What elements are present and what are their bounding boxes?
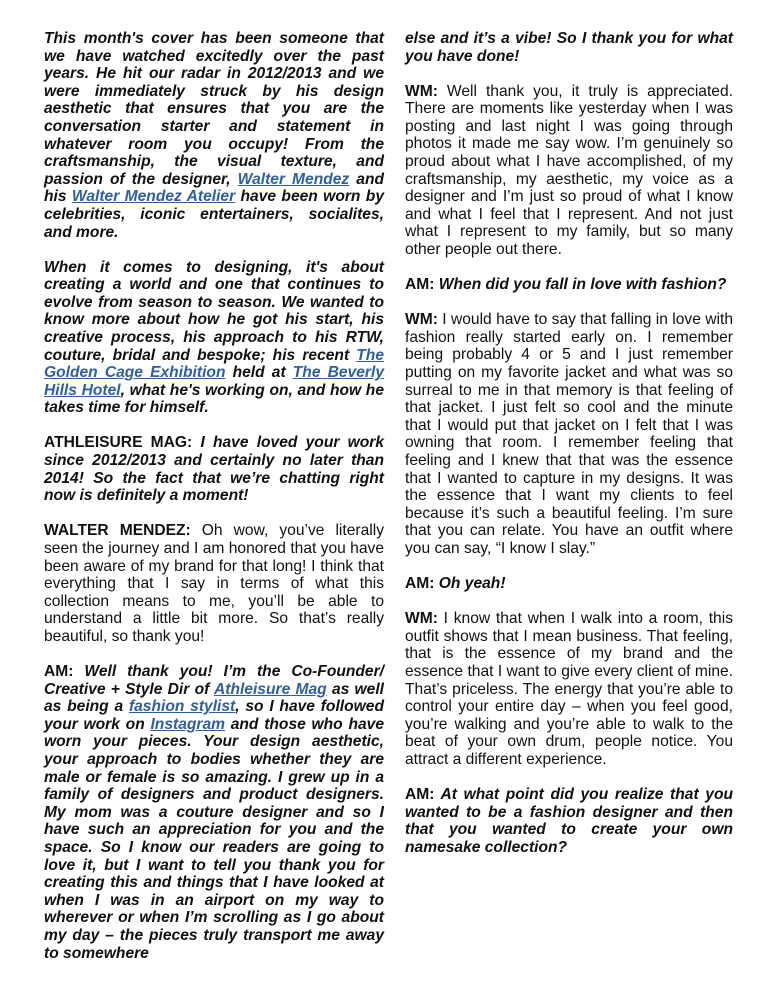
answer-3-text: I would have to say that falling in love with fashion really started early on. I remember being probably 4 or 5 and I just remember putting on my favorite jacket and what was so surreal to me in that memory is that feeling of that jacket. I just felt so cool and the minute that I would put that jacket on I felt that I was owning that room. I remember feeling that feeling and I knew that that was the essence that I wanted to capture in my designs. It was the essence that I want my clients to feel because it’s such a beautiful feeling. I’m sure that you can relate. You have an outfit where you can say, “I know I slay.”: [405, 311, 733, 557]
instagram-link[interactable]: Instagram: [150, 715, 225, 733]
speaker-label: AM:: [405, 785, 435, 803]
question-5: [405, 786, 733, 856]
question-5-text: At what point did you realize that you wanted to be a fashion designer and then that you wanted to create your own namesake collection?: [405, 785, 733, 856]
question-4: [405, 575, 733, 593]
speaker-label: WM:: [405, 82, 438, 100]
intro2-text-3: , what he's working on, and how he takes time for himself.: [44, 381, 384, 417]
beverly-hills-hotel-link[interactable]: The Beverly Hills Hotel: [44, 364, 384, 399]
question-2-text-4: and those who have worn your pieces. Your design aesthetic, your approach to bodies whether they are male or female is so amazing. I grew up in a family of designers and product designers. My mom was a couture designer and so I have such an appreciation for you and the space. So I know our readers are going to love it, but I want to tell you thank you for creating this and things that I have looked at when I was in an airport on my way to wherever or when I’m scrolling as I go about my day – the pieces truly transport me away to somewhere: [44, 715, 384, 962]
athleisure-mag-link[interactable]: Athleisure Mag: [213, 680, 327, 698]
golden-cage-exhibition-link[interactable]: The Golden Cage Exhibition: [44, 346, 384, 382]
question-2-text-1: Well thank you! I’m the Co-Founder/ Creative + Style Dir of: [44, 663, 384, 698]
speaker-label: WM:: [405, 311, 438, 329]
walter-mendez-atelier-link[interactable]: Walter Mendez Atelier: [71, 188, 236, 206]
intro-paragraph-2: [44, 259, 384, 417]
intro1-text-1: This month's cover has been someone that we have watched excitedly over the past years. He hit our radar in 2012/2013 and we were immediately struck by his design aesthetic that ensures that you are the conversation starter and statement in whatever room you occupy! From the craftsmanship, the visual texture, and passion of the designer,: [44, 30, 384, 188]
speaker-label: AM:: [405, 575, 435, 593]
question-2-text-3: , so I have followed your work on: [44, 698, 384, 733]
speaker-label: ATHLEISURE MAG:: [44, 434, 193, 452]
answer-4: [405, 610, 733, 768]
walter-mendez-link[interactable]: Walter Mendez: [237, 170, 350, 188]
question-2-continued-text: else and it’s a vibe! So I thank you for what you have done!: [405, 30, 733, 65]
speaker-label: AM:: [405, 276, 435, 294]
answer-3: [405, 311, 733, 557]
answer-1: [44, 522, 384, 645]
question-3: [405, 276, 733, 294]
fashion-stylist-link[interactable]: fashion stylist: [128, 698, 236, 716]
question-2: [44, 663, 384, 962]
answer-2: [405, 83, 733, 259]
question-1-text: I have loved your work since 2012/2013 and certainly no later than 2014! So the fact that we’re chatting right now is definitely a moment!: [44, 434, 384, 505]
right-column: [405, 30, 733, 874]
speaker-label: WM:: [405, 610, 438, 628]
answer-2-text: Well thank you, it truly is appreciated. There are moments like yesterday when I was posting and last night I was going through photos it made me say wow. I’m genuinely so proud about what I have accomplished, of my craftsmanship, my aesthetic, my voice as a designer and I’m just so proud of what I know and what I feel that I represent. And not just what I represent to my family, but so many other people out there.: [405, 82, 733, 259]
answer-1-text: Oh wow, you’ve literally seen the journey and I am honored that you have been aware of my brand for that long! I think that everything that I say in terms of what this collection means to me, you’ll be able to understand a little bit more. So that’s really beautiful, so thank you!: [44, 522, 384, 645]
question-3-text: When did you fall in love with fashion?: [434, 276, 727, 294]
question-2-continued: [405, 30, 733, 65]
intro2-text-2: held at: [225, 364, 293, 382]
answer-4-text: I know that when I walk into a room, this outfit shows that I mean business. That feeling, that is the essence of my brand and the essence that I want to give every client of mine. That’s priceless. The energy that you’re able to control your entire day – when you feel good, you’re walking and you’re able to walk to the beat of your own drum, people notice. You attract a different experience.: [405, 610, 733, 768]
left-column: [44, 30, 384, 980]
question-4-text: Oh yeah!: [434, 575, 506, 593]
intro2-text-1: When it comes to designing, it's about creating a world and one that continues to evolve from season to season. We wanted to know more about how he got his start, his creative process, his approach to his RTW, couture, bridal and bespoke; his recent: [44, 258, 384, 364]
intro1-text-3: have been worn by celebrities, iconic entertainers, socialites, and more.: [44, 188, 384, 241]
question-1: [44, 434, 384, 504]
intro-paragraph-1: [44, 30, 384, 241]
question-2-text-2: as well as being a: [44, 680, 385, 716]
speaker-label: WALTER MENDEZ:: [44, 522, 191, 540]
intro1-text-2: and his: [44, 170, 384, 206]
speaker-label: AM:: [44, 663, 74, 680]
